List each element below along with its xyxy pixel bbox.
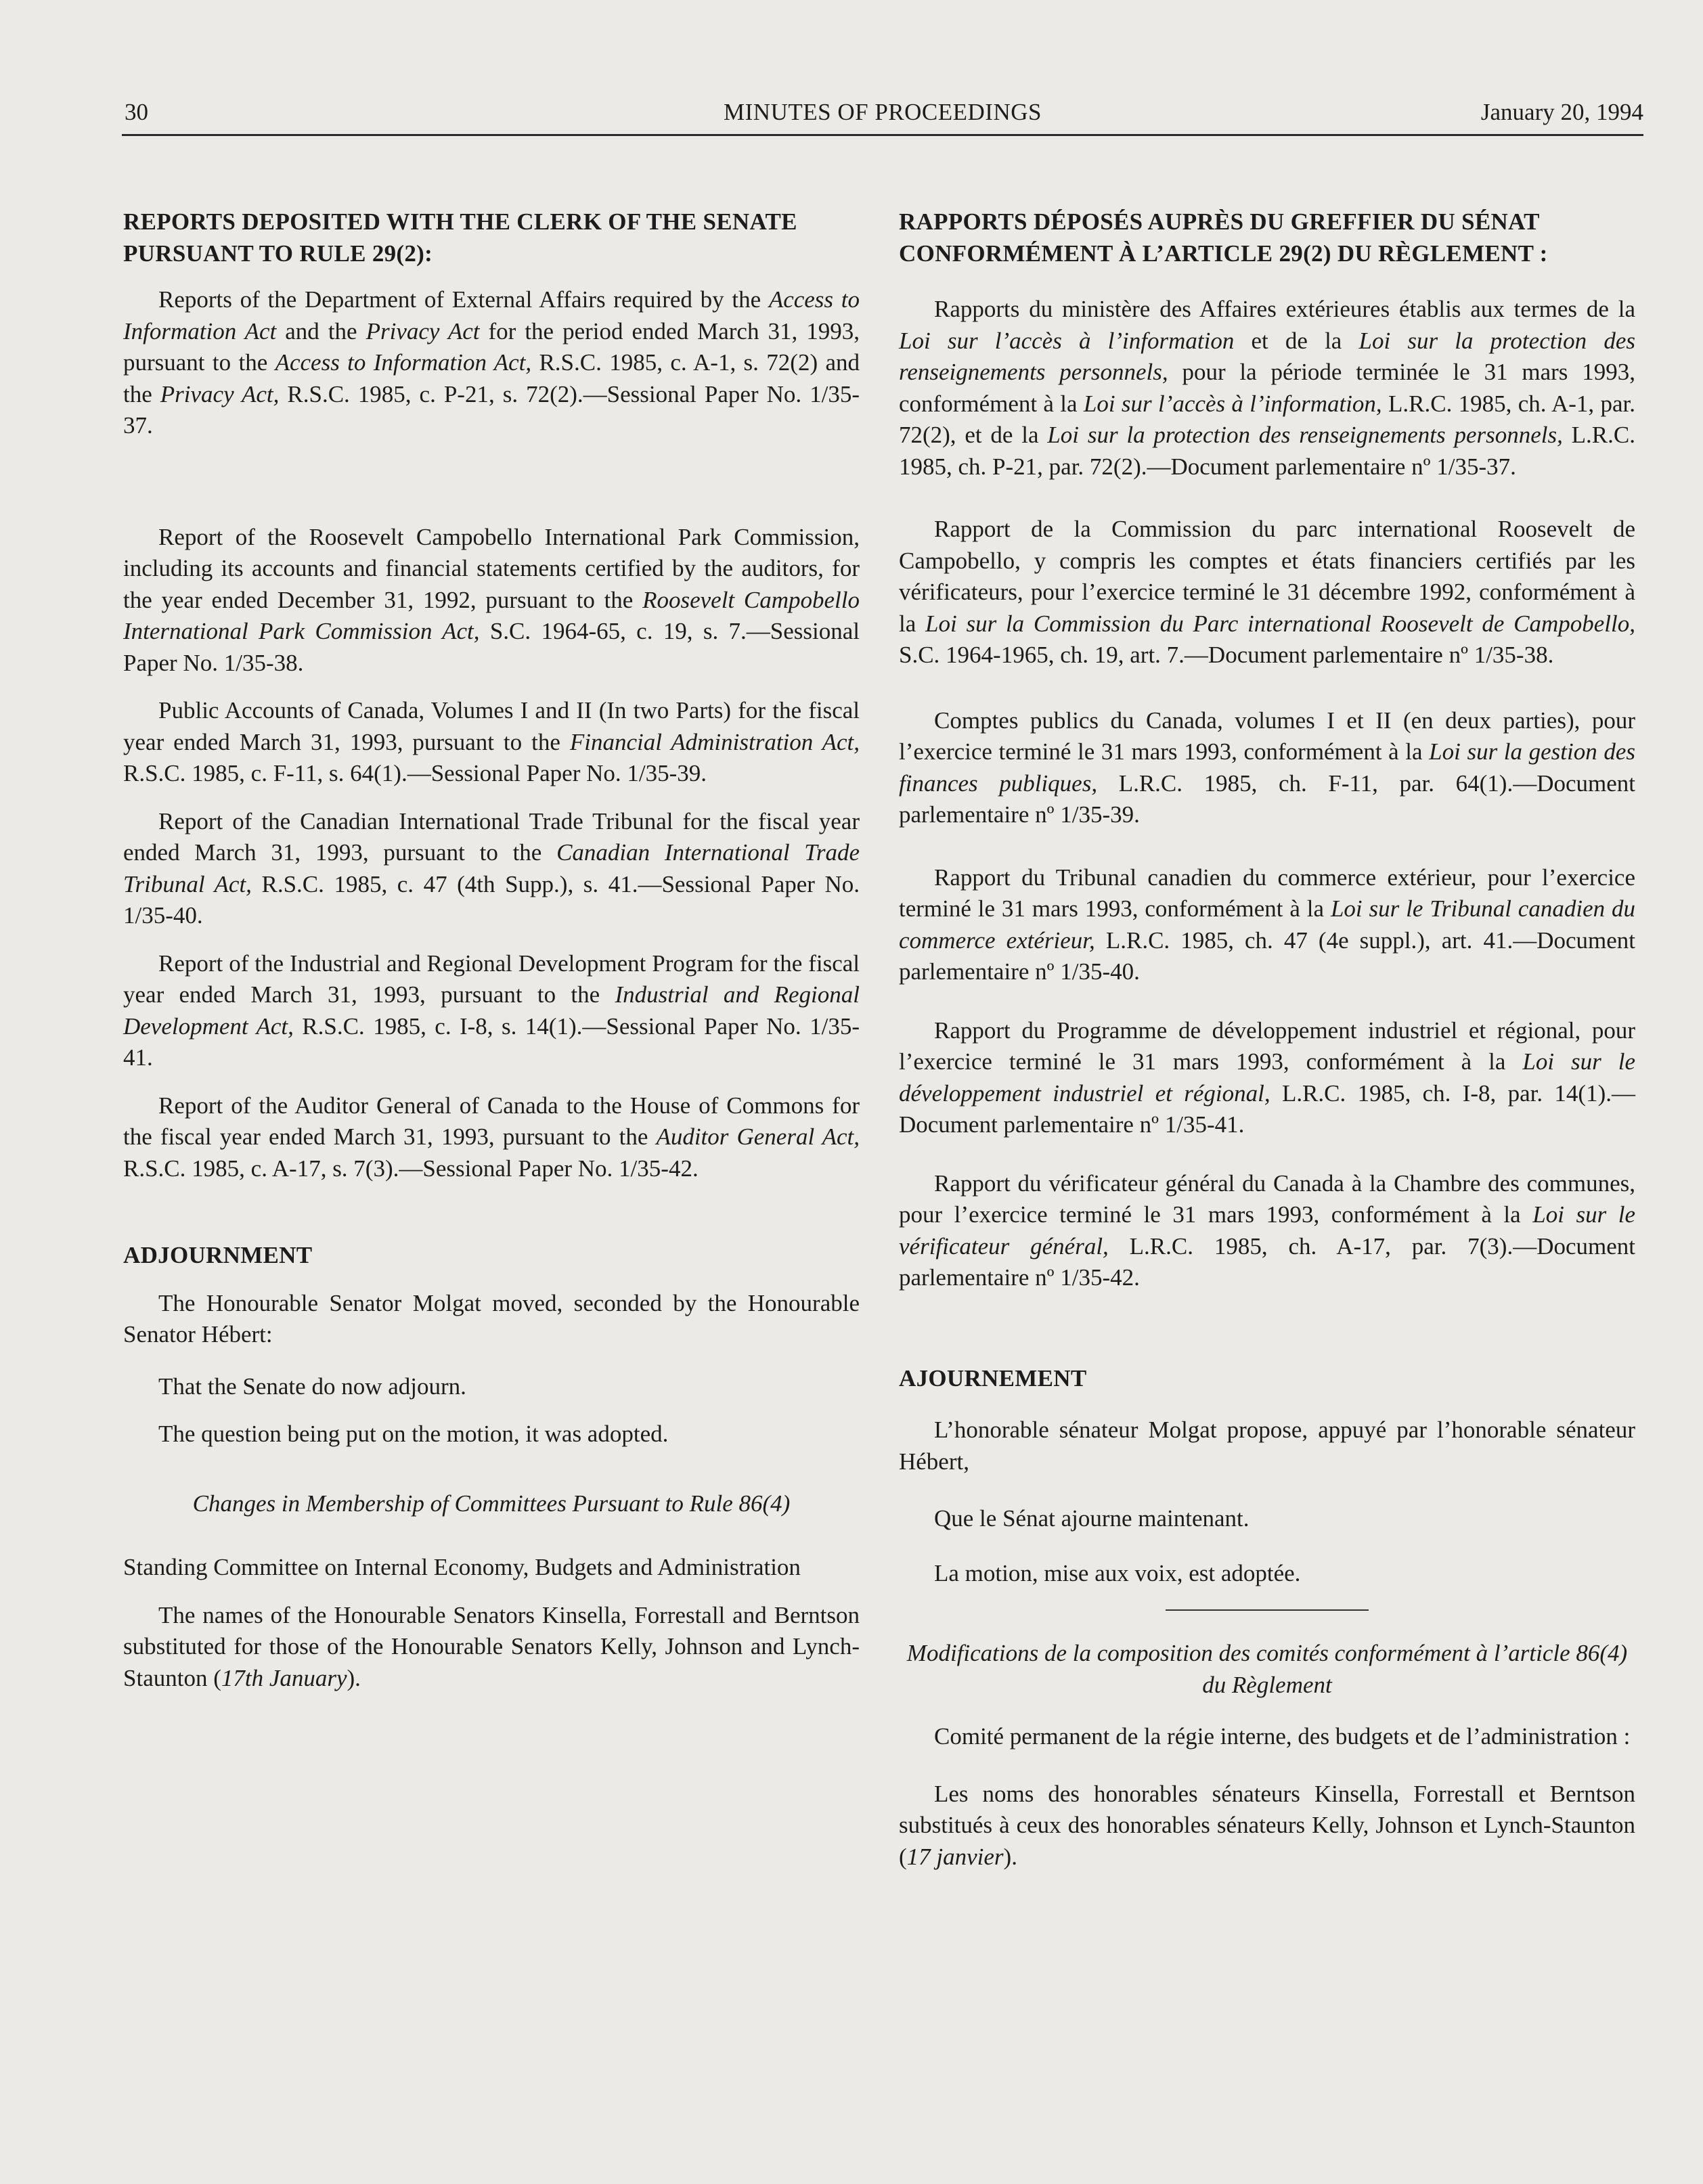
- section-heading-ajournement: AJOURNEMENT: [899, 1364, 1087, 1391]
- report-paragraph: Report of the Roosevelt Campobello International Park Commission, including its accounts and financial statements certified by the auditors, for the year ended December 31, 1992, pursuant to the Roosevelt Campobello International Park Commission Act, S.C. 1964-65, c. 19, s. 7.—Sessional Paper No. 1/35-38.: [123, 523, 860, 676]
- page-title: MINUTES OF PROCEEDINGS: [724, 99, 1042, 125]
- page-header: [122, 96, 1643, 136]
- adjournment-result: La motion, mise aux voix, est adoptée.: [934, 1559, 1301, 1586]
- section-heading-reports: REPORTS DEPOSITED WITH THE CLERK OF THE SENATE PURSUANT TO RULE 29(2):: [123, 208, 797, 267]
- report-paragraph: Reports of the Department of External Affairs required by the Access to Information Act and the Privacy Act for the period ended March 31, 1993, pursuant to the Access to Information Act, R.S.C. 1985, c. A-1, s. 72(2) and the Privacy Act, R.S.C. 1985, c. P-21, s. 72(2).—Sessional Paper No. 1/35-37.: [123, 286, 860, 439]
- report-paragraph: Rapport du Programme de développement industriel et régional, pour l’exercice terminé le 31 mars 1993, conformément à la Loi sur le développement industriel et régional, L.R.C. 1985, ch. I-8, par. 14(1).—Document parlementaire nº 1/35-41.: [899, 1017, 1635, 1138]
- report-paragraph: Report of the Canadian International Trade Tribunal for the fiscal year ended March 31, 1993, pursuant to the Canadian International Trade Tribunal Act, R.S.C. 1985, c. 47 (4th Supp.), s. 41.—Sessional Paper No. 1/35-40.: [123, 807, 860, 929]
- report-paragraph: Comptes publics du Canada, volumes I et II (en deux parties), pour l’exercice terminé le 31 mars 1993, conformément à la Loi sur la gestion des finances publiques, L.R.C. 1985, ch. F-11, par. 64(1).—Document parlementaire nº 1/35-39.: [899, 707, 1635, 828]
- page-date: January 20, 1994: [1480, 99, 1643, 125]
- adjournment-resolution: Que le Sénat ajourne maintenant.: [934, 1505, 1249, 1532]
- report-paragraph: Public Accounts of Canada, Volumes I and II (In two Parts) for the fiscal year ended March 31, 1993, pursuant to the Financial Administration Act, R.S.C. 1985, c. F-11, s. 64(1).—Sessional Paper No. 1/35-39.: [123, 697, 860, 786]
- report-paragraph: Rapport de la Commission du parc international Roosevelt de Campobello, y compris les comptes et états financiers certifiés par les vérificateurs, pour l’exercice terminé le 31 décembre 1992, conformément à la Loi sur la Commission du Parc international Roosevelt de Campobello, S.C. 1964-1965, ch. 19, art. 7.—Document parlementaire nº 1/35-38.: [899, 516, 1635, 668]
- changes-title: Modifications de la composition des comités conformément à l’article 86(4) du Règlement: [906, 1640, 1628, 1698]
- adjournment-result: The question being put on the motion, it was adopted.: [158, 1421, 669, 1447]
- adjournment-motion: The Honourable Senator Molgat moved, seconded by the Honourable Senator Hébert:: [123, 1289, 860, 1347]
- adjournment-motion: L’honorable sénateur Molgat propose, appuyé par l’honorable sénateur Hébert,: [899, 1417, 1635, 1475]
- report-paragraph: Rapport du Tribunal canadien du commerce extérieur, pour l’exercice terminé le 31 mars 1993, conformément à la Loi sur le Tribunal canadien du commerce extérieur, L.R.C. 1985, ch. 47 (4e suppl.), art. 41.—Document parlementaire nº 1/35-40.: [899, 864, 1635, 985]
- membership-change: The names of the Honourable Senators Kinsella, Forrestall and Berntson substituted for those of the Honourable Senators Kelly, Johnson and Lynch-Staunton (17th January).: [123, 1601, 860, 1691]
- page-number: 30: [125, 99, 148, 125]
- committee-name: Comité permanent de la régie interne, des budgets et de l’administration :: [934, 1723, 1631, 1750]
- french-column: [899, 206, 1635, 1873]
- section-heading-adjournment: ADJOURNMENT: [123, 1242, 313, 1268]
- changes-title: Changes in Membership of Committees Pursuant to Rule 86(4): [192, 1490, 791, 1517]
- membership-change: Les noms des honorables sénateurs Kinsella, Forrestall et Berntson substitués à ceux des honorables sénateurs Kelly, Johnson et Lynch-Staunton (17 janvier).: [899, 1780, 1635, 1870]
- report-paragraph: Rapports du ministère des Affaires extérieures établis aux termes de la Loi sur l’accès à l’information et de la Loi sur la protection des renseignements personnels, pour la période terminée le 31 mars 1993, conformément à la Loi sur l’accès à l’information, L.R.C. 1985, ch. A-1, par. 72(2), et de la Loi sur la protection des renseignements personnels, L.R.C. 1985, ch. P-21, par. 72(2).—Document parlementaire nº 1/35-37.: [899, 296, 1635, 480]
- report-paragraph: Report of the Auditor General of Canada to the House of Commons for the fiscal year ended March 31, 1993, pursuant to the Auditor General Act, R.S.C. 1985, c. A-17, s. 7(3).—Sessional Paper No. 1/35-42.: [123, 1092, 860, 1182]
- section-heading-rapports: RAPPORTS DÉPOSÉS AUPRÈS DU GREFFIER DU SÉNAT CONFORMÉMENT À L’ARTICLE 29(2) DU RÈGLEMENT :: [899, 208, 1548, 267]
- report-paragraph: Rapport du vérificateur général du Canada à la Chambre des communes, pour l’exercice terminé le 31 mars 1993, conformément à la Loi sur le vérificateur général, L.R.C. 1985, ch. A-17, par. 7(3).—Document parlementaire nº 1/35-42.: [899, 1169, 1635, 1291]
- committee-name: Standing Committee on Internal Economy, Budgets and Administration: [123, 1554, 801, 1580]
- adjournment-resolution: That the Senate do now adjourn.: [158, 1373, 466, 1400]
- report-paragraph: Report of the Industrial and Regional Development Program for the fiscal year ended March 31, 1993, pursuant to the Industrial and Regional Development Act, R.S.C. 1985, c. I-8, s. 14(1).—Sessional Paper No. 1/35-41.: [123, 950, 860, 1071]
- english-column: [123, 206, 860, 1694]
